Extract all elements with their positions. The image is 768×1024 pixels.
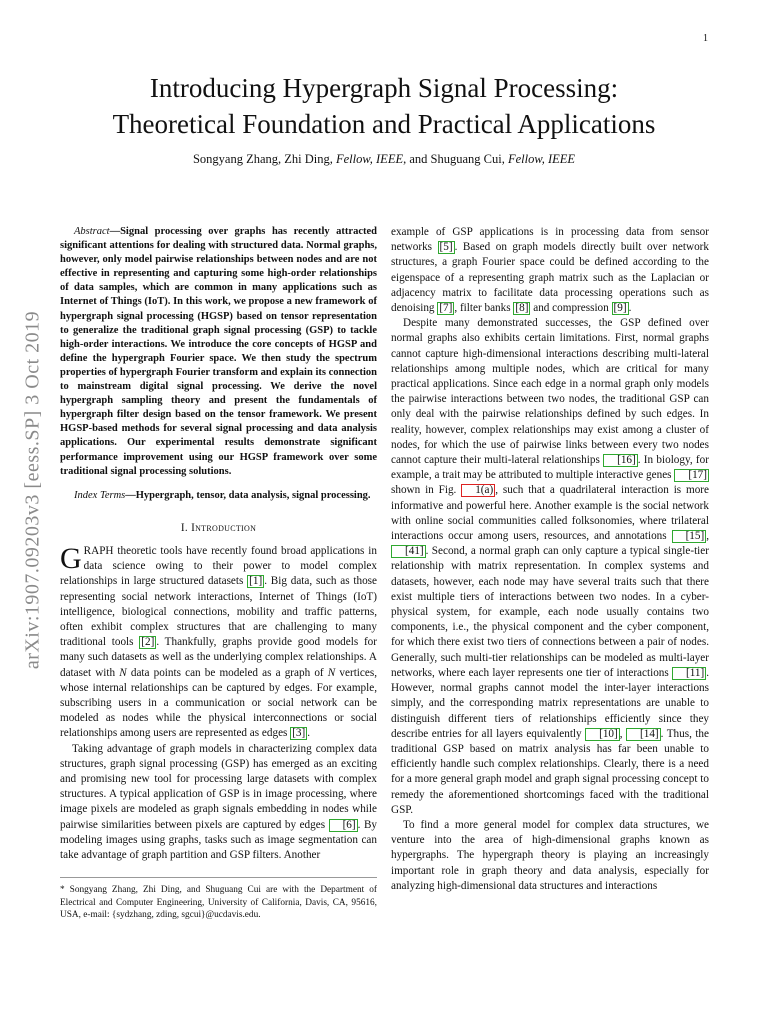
citation-link[interactable]: [8] (515, 302, 529, 315)
author-list (60, 152, 708, 167)
index-terms-text: —Hypergraph, tensor, data analysis, signal processing. (125, 489, 371, 501)
citation-link[interactable]: [11] (672, 667, 706, 680)
right-column (391, 225, 709, 894)
index-terms (60, 489, 377, 503)
title-line-1: Introducing Hypergraph Signal Processing: (149, 73, 619, 103)
section-title: Introduction (191, 521, 257, 534)
section-number: I. (180, 521, 192, 534)
intro-paragraph-5: To find a more general model for complex data structures, we venture into the area of high-dimensional graphs known as hypergraphs. The hypergraph theory is playing an increasingly important role in graph theory and data analysis, especially for analyzing high-dimensional data structures and interactions (391, 818, 709, 892)
authors-text-1: Songyang Zhang, Zhi Ding, (192, 152, 336, 166)
text-run: , such that a quadrilateral interaction is more informative and powerful here. Another example is the social network with online social communities called folksonomies, where trilateral interactions occur among users, resources, and annotations (391, 484, 709, 543)
author-footnote: * Songyang Zhang, Zhi Ding, and Shuguang Cui are with the Department of Electrical and Computer Engineering, University of California, Davis, CA, 95616, USA, e-mail: {sydzhang, zding, sgcui}@ucdavis.edu. (60, 877, 377, 922)
text-run: . Big data, such as those representing social network interactions, Internet of Things (IoT) intelligence, biological connections, mobility and traffic patterns, often exhibit complex structures that are challenging to many traditional tools (60, 575, 377, 649)
citation-link[interactable]: [3] (292, 727, 306, 740)
arxiv-identifier-stamp (22, 280, 44, 700)
text-run: , filter banks (454, 302, 514, 315)
author-affiliation-1: Fellow, IEEE (335, 152, 404, 166)
citation-link[interactable]: [16] (603, 454, 638, 467)
citation-link[interactable]: [2] (141, 636, 155, 649)
citation-link[interactable]: [5] (439, 241, 453, 254)
text-run: example of GSP applications is in processing data from sensor networks (391, 226, 709, 254)
text-run: , (706, 530, 709, 543)
authors-text-2: , and Shuguang Cui, (403, 152, 508, 166)
citation-link[interactable]: [1] (249, 575, 263, 588)
intro-paragraph-4 (391, 316, 709, 818)
citation-link[interactable]: [7] (439, 302, 453, 315)
abstract-text: —Signal processing over graphs has recently attracted significant attentions for dealing with structured data. Normal graphs, however, only model pairwise relationships between nodes and are not effective in representing and capturing some high-order relationships of data samples, which are common in many applications such as Internet of Things (IoT). In this work, we propose a new framework of hypergraph signal processing (HGSP) based on tensor representation to generalize the traditional graph signal processing (GSP) to tackle high-order interactions. We introduce the core concepts of HGSP and define the hypergraph Fourier space. We then study the spectrum properties of hypergraph Fourier transform and explain its connection to mainstream digital signal processing. We derive the novel hypergraph sampling theory and present the fundamentals of hypergraph filter design based on the tensor framework. We present HGSP-based methods for several signal processing and data analysis applications. Our experimental results demonstrate significant performance improvement using our HGSP framework over some traditional signal processing solutions. (60, 226, 377, 477)
abstract (60, 225, 377, 479)
text-run: . Based on graph models directly built over network structures, a graph Fourier space could be defined according to the eigenspace of a representing graph matrix such as the Laplacian or adjacency matrix to facilitate data processing operations such as denoising (391, 241, 709, 315)
intro-paragraph-3 (391, 225, 709, 316)
citation-link[interactable]: [6] (329, 819, 358, 832)
text-run: . Thankfully, graphs provide good models for many such datasets as well as the underlying complex relationships. A dataset with (60, 636, 377, 679)
author-affiliation-2: Fellow, IEEE (507, 152, 576, 166)
paper-title (60, 70, 708, 142)
text-run: shown in Fig. (391, 484, 462, 497)
text-run: . However, normal graphs cannot model the inter-layer interactions simply, and the corresponding matrix representations are unable to distinguish different tiers of relationships efficiently since they describe entries for all layers equivalently (391, 666, 709, 740)
text-run: vertices, whose internal relationships can be captured by edges. For example, subscribing users in a communication or social network can be modeled as nodes while the physical interconnections or social relationships among users are represented as edges (60, 666, 377, 740)
text-run: . Second, a normal graph can only capture a typical single-tier relationship with matrix representation. In complex systems and datasets, however, each node may have several traits such that there exist multiple tiers of interactions between two nodes. In a cyber-physical system, for example, each node usually contains two components, i.e., the physical component and the cyber component, for which there exist two tiers of connections between a pair of nodes. Generally, such multi-tier relationships can be modeled as multi-layer networks, where each layer represents one tier of interactions (391, 545, 709, 679)
text-run: . By modeling images using graphs, tasks such as image segmentation can take advantage of graph partition and GSP filters. Another (60, 818, 377, 862)
text-run: . (628, 302, 632, 315)
intro-paragraph-1 (60, 541, 377, 742)
index-terms-label: Index Terms (74, 489, 126, 501)
citation-link[interactable]: [14] (626, 728, 661, 741)
left-column (60, 225, 377, 922)
text-run: Despite many demonstrated successes, the GSP defined over normal graphs also exhibits certain limitations. First, normal graphs cannot capture high-dimensional interactions describing multi-lateral relationships among multiple nodes, which are critical for many practical applications. Since each edge in a normal graph only models the pairwise interactions between two nodes, the traditional GSP can only deal with the pairwise relationships defined by such edges. In reality, however, complex relationships may exist among a cluster of nodes, for which the use of pairwise links between every two nodes cannot capture their multi-lateral relationships (391, 317, 709, 467)
citation-link[interactable]: [17] (674, 469, 709, 482)
text-run: data points can be modeled as a graph of (126, 666, 328, 679)
citation-link[interactable]: [9] (613, 302, 627, 315)
text-run: . Thus, the traditional GSP based on matrix analysis has far been unable to efficiently handle such complex relationships. Clearly, there is a need for a more general graph model and graph signal processing concept to remedy the aforementioned shortcomings faced with the traditional GSP. (391, 727, 709, 816)
math-variable: N (327, 666, 336, 679)
citation-link[interactable]: [41] (391, 545, 426, 558)
text-run: . (307, 727, 311, 740)
text-run: , (619, 727, 626, 740)
intro-paragraph-2 (60, 742, 377, 864)
text-run: Taking advantage of graph models in characterizing complex data structures, graph signal processing (GSP) has emerged as an exciting and promising new tool for processing large datasets with complex structures. A typical application of GSP is in image processing, where image pixels are modeled as graph signals embedding in nodes while pairwise similarities between pixels are captured by edges (60, 742, 377, 831)
text-run: and compression (530, 302, 612, 315)
abstract-label: Abstract (74, 226, 110, 237)
math-variable: N (119, 666, 127, 679)
section-heading-introduction (60, 521, 377, 536)
citation-link[interactable]: [10] (585, 728, 620, 741)
text-run: . In biology, for example, a trait may be attributed to multiple interactive genes (391, 454, 709, 482)
text-run: RAPH theoretic tools have recently found broad applications in data science owing to their power to model complex relationships in large structured datasets (60, 544, 377, 588)
citation-link[interactable]: [15] (672, 530, 707, 543)
title-line-2: Theoretical Foundation and Practical Applications (112, 109, 656, 139)
arxiv-id-text: arXiv:1907.09203v3 [eess.SP] 3 Oct 2019 (21, 310, 44, 670)
page-number: 1 (703, 33, 708, 44)
drop-cap: G (60, 541, 82, 575)
figure-link[interactable]: 1(a) (461, 484, 495, 497)
